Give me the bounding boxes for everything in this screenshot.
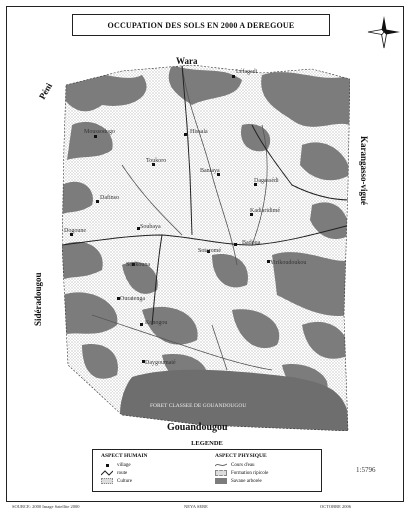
legend-item-river (215, 461, 268, 469)
region-label-wara: Wara (176, 56, 198, 66)
village-label-lefagadi: Léfagadi (236, 69, 258, 75)
legend-item-village (101, 461, 148, 469)
legend-human-heading: ASPECT HUMAIN (101, 453, 148, 459)
footer-author: NEYA SERE (184, 504, 208, 509)
legend-item-culture-label: Culture (117, 478, 132, 484)
village-label-ouratenga: Ouratenga (120, 296, 145, 302)
region-label-gouandougou: Gouandougou (167, 422, 228, 433)
village-label-soubaya: Soubaya (140, 224, 161, 230)
region-label-peni: Péni (37, 81, 55, 101)
forest-label: FORET CLASSEE DE GOUANDOUGOU (150, 403, 247, 409)
village-label-sotarome: Sotaromé (198, 248, 221, 254)
savanna-icon (215, 478, 227, 484)
village-label-dogoune: Dogoune (64, 228, 86, 234)
legend-title: LEGENDE (191, 440, 223, 447)
region-label-karangasso-vigue: Karangasso-vigué (359, 136, 369, 206)
riparian-icon (215, 470, 227, 476)
legend-physical-heading: ASPECT PHYSIQUE (215, 453, 267, 459)
legend-item-savanna (215, 477, 268, 485)
culture-icon (101, 478, 113, 484)
village-label-moussodogo: Moussodogo (84, 129, 116, 135)
village-label-hissala: Hissala (190, 129, 208, 135)
region-label-sideradougou: Sidéradougou (33, 272, 43, 326)
legend-human (101, 453, 148, 485)
legend-item-culture (101, 477, 148, 485)
legend-item-riparian-label: Formation ripicole (231, 470, 269, 476)
village-label-konogou: Konogou (145, 320, 168, 326)
village-icon (101, 464, 113, 467)
legend-item-road (101, 469, 148, 477)
map-title-text: OCCUPATION DES SOLS EN 2000 A DEREGOUE (107, 20, 295, 30)
village-label-dafinso: Dafinso (100, 195, 119, 201)
footer-date: OCTOBRE 2006 (320, 504, 352, 509)
river-icon (215, 462, 227, 468)
north-arrow-icon (366, 14, 402, 50)
map-title (72, 14, 330, 36)
legend (92, 440, 322, 492)
legend-item-road-label: route (117, 470, 128, 476)
footer-source: SOURCE: 2000 Image Satellite 2000 (12, 504, 80, 509)
legend-item-village-label: village (117, 462, 131, 468)
village-label-soukouna: Soukouna (126, 262, 150, 268)
legend-physical (215, 453, 268, 485)
village-label-yirikoudoukou: Yirikoudoukou (270, 260, 307, 266)
village-label-toukoro: Toukoro (146, 158, 167, 164)
legend-item-riparian (215, 469, 268, 477)
legend-item-river-label: Cours d'eau (231, 462, 255, 468)
village-label-badoua: Badoua (242, 240, 261, 246)
road-icon (101, 470, 113, 476)
map-scale: 1:5796 (356, 466, 376, 474)
village-label-kadiaridime: Kadiaridimé (250, 208, 280, 214)
village-label-daygoumate: Daygoumaté (145, 360, 176, 366)
legend-box (92, 449, 322, 492)
legend-item-savanna-label: Savane arborée (231, 478, 262, 484)
village-label-dagassedi: Dagassédi (254, 178, 279, 184)
village-label-banlaya: Banlaya (200, 168, 220, 174)
